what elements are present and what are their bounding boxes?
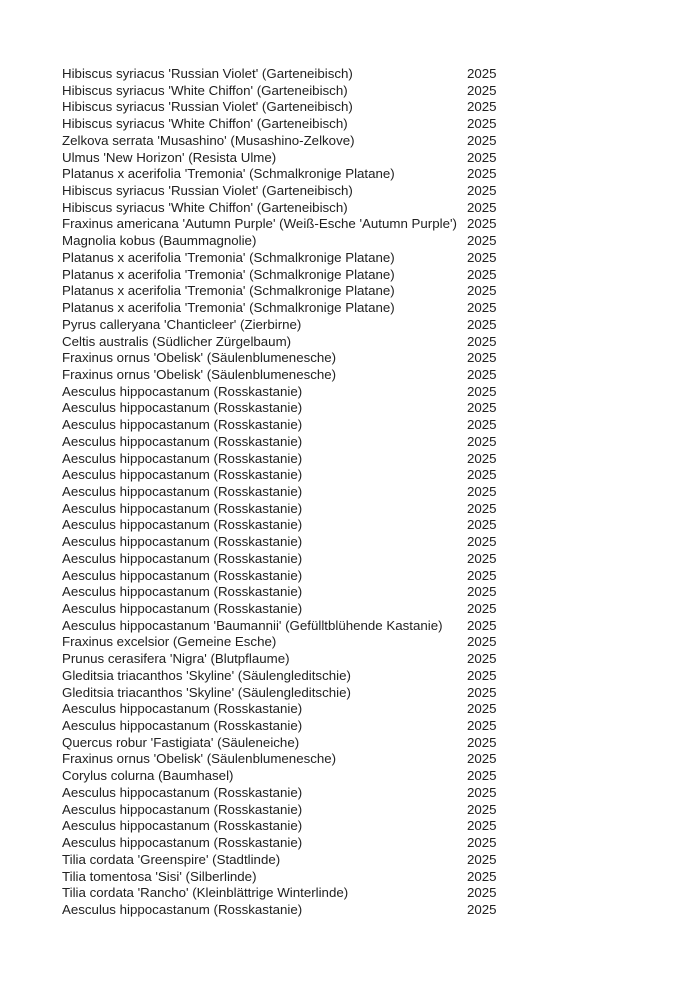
plant-name: Aesculus hippocastanum (Rosskastanie) (62, 383, 303, 399)
plant-name: Gleditsia triacanthos 'Skyline' (Säulengleditschie) (62, 684, 351, 700)
planting-year: 2025 (467, 567, 497, 583)
plant-name: Aesculus hippocastanum (Rosskastanie) (62, 483, 303, 499)
plant-name: Aesculus hippocastanum (Rosskastanie) (62, 417, 303, 433)
plant-list-row (62, 451, 682, 468)
plant-list-row (62, 584, 682, 601)
plant-name: Aesculus hippocastanum (Rosskastanie) (62, 901, 303, 917)
planting-year: 2025 (467, 333, 497, 349)
plant-name: Aesculus hippocastanum (Rosskastanie) (62, 534, 303, 550)
plant-name: Aesculus hippocastanum (Rosskastanie) (62, 835, 303, 851)
planting-year: 2025 (467, 500, 497, 516)
plant-name: Corylus colurna (Baumhasel) (62, 768, 234, 784)
plant-name: Aesculus hippocastanum (Rosskastanie) (62, 601, 303, 616)
plant-name: Hibiscus syriacus 'Russian Violet' (Garteneibisch) (62, 99, 353, 115)
plant-name: Hibiscus syriacus 'Russian Violet' (Garteneibisch) (62, 66, 353, 81)
plant-list-row (62, 434, 682, 451)
plant-name: Tilia cordata 'Rancho' (Kleinblättrige Winterlinde) (62, 885, 349, 901)
plant-list-row (62, 400, 682, 417)
plant-name: Hibiscus syriacus 'White Chiffon' (Garteneibisch) (62, 116, 348, 132)
planting-year: 2025 (467, 901, 497, 917)
plant-list-row (62, 300, 682, 317)
plant-name: Quercus robur 'Fastigiata' (Säuleneiche) (62, 734, 300, 750)
planting-year: 2025 (467, 634, 497, 650)
plant-list-row (62, 233, 682, 250)
plant-name: Fraxinus americana 'Autumn Purple' (Weiß-Esche 'Autumn Purple') (62, 216, 457, 232)
plant-list-row (62, 467, 682, 484)
plant-list-row (62, 200, 682, 217)
plant-name: Aesculus hippocastanum (Rosskastanie) (62, 584, 303, 600)
plant-name: Pyrus calleryana 'Chanticleer' (Zierbirne) (62, 316, 302, 332)
planting-year: 2025 (467, 534, 497, 550)
planting-year: 2025 (467, 283, 497, 299)
plant-list-row (62, 852, 682, 869)
plant-list-row (62, 718, 682, 735)
planting-year: 2025 (467, 383, 497, 399)
planting-year: 2025 (467, 818, 497, 834)
plant-list-row (62, 133, 682, 150)
plant-list-row (62, 116, 682, 133)
planting-year: 2025 (467, 768, 497, 784)
plant-list-row (62, 150, 682, 167)
planting-year: 2025 (467, 66, 497, 81)
plant-list-row (62, 384, 682, 401)
plant-name: Aesculus hippocastanum (Rosskastanie) (62, 517, 303, 533)
plant-list-row (62, 885, 682, 902)
planting-year: 2025 (467, 433, 497, 449)
plant-name: Aesculus hippocastanum (Rosskastanie) (62, 550, 303, 566)
planting-year: 2025 (467, 483, 497, 499)
plant-list-row (62, 551, 682, 568)
plant-list-row (62, 367, 682, 384)
plant-list-row (62, 166, 682, 183)
planting-year: 2025 (467, 868, 497, 884)
plant-name: Fraxinus excelsior (Gemeine Esche) (62, 634, 277, 650)
planting-year: 2025 (467, 467, 497, 483)
plant-name: Magnolia kobus (Baummagnolie) (62, 233, 257, 249)
plant-name: Aesculus hippocastanum (Rosskastanie) (62, 718, 303, 734)
planting-year: 2025 (467, 651, 497, 667)
plant-list-row (62, 735, 682, 752)
plant-list-row (62, 417, 682, 434)
plant-list-row (62, 802, 682, 819)
plant-list-row (62, 534, 682, 551)
planting-year: 2025 (467, 417, 497, 433)
plant-name: Aesculus hippocastanum 'Baumannii' (Gefülltblühende Kastanie) (62, 617, 443, 633)
planting-year: 2025 (467, 851, 497, 867)
planting-year: 2025 (467, 885, 497, 901)
plant-list-row (62, 751, 682, 768)
planting-year: 2025 (467, 734, 497, 750)
plant-list-row (62, 250, 682, 267)
plant-list-row (62, 818, 682, 835)
plant-name: Aesculus hippocastanum (Rosskastanie) (62, 818, 303, 834)
plant-name: Fraxinus ornus 'Obelisk' (Säulenblumenesche) (62, 366, 337, 382)
plant-list-row (62, 568, 682, 585)
plant-list-row (62, 484, 682, 501)
planting-year: 2025 (467, 249, 497, 265)
plant-name: Tilia cordata 'Greenspire' (Stadtlinde) (62, 851, 281, 867)
planting-year: 2025 (467, 601, 497, 616)
plant-list-row (62, 334, 682, 351)
plant-list-row (62, 701, 682, 718)
planting-year: 2025 (467, 835, 497, 851)
planting-year: 2025 (467, 183, 497, 199)
plant-list-row (62, 902, 682, 919)
planting-year: 2025 (467, 99, 497, 115)
plant-name: Aesculus hippocastanum (Rosskastanie) (62, 467, 303, 483)
plant-list-row (62, 317, 682, 334)
plant-name: Fraxinus ornus 'Obelisk' (Säulenblumenesche) (62, 350, 337, 366)
plant-list (62, 66, 682, 919)
planting-year: 2025 (467, 216, 497, 232)
planting-year: 2025 (467, 517, 497, 533)
plant-name: Prunus cerasifera 'Nigra' (Blutpflaume) (62, 651, 290, 667)
plant-name: Platanus x acerifolia 'Tremonia' (Schmalkronige Platane) (62, 300, 395, 316)
planting-year: 2025 (467, 300, 497, 316)
plant-name: Hibiscus syriacus 'White Chiffon' (Garteneibisch) (62, 82, 348, 98)
planting-year: 2025 (467, 166, 497, 182)
plant-list-row (62, 216, 682, 233)
plant-name: Ulmus 'New Horizon' (Resista Ulme) (62, 149, 277, 165)
plant-list-row (62, 601, 682, 618)
plant-list-row (62, 99, 682, 116)
planting-year: 2025 (467, 450, 497, 466)
plant-name: Tilia tomentosa 'Sisi' (Silberlinde) (62, 868, 257, 884)
planting-year: 2025 (467, 82, 497, 98)
planting-year: 2025 (467, 617, 497, 633)
planting-year: 2025 (467, 350, 497, 366)
plant-list-row (62, 651, 682, 668)
plant-list-row (62, 634, 682, 651)
plant-list-row (62, 685, 682, 702)
plant-list-row (62, 83, 682, 100)
plant-list-row (62, 517, 682, 534)
plant-name: Aesculus hippocastanum (Rosskastanie) (62, 450, 303, 466)
planting-year: 2025 (467, 132, 497, 148)
plant-list-row (62, 183, 682, 200)
plant-name: Zelkova serrata 'Musashino' (Musashino-Zelkove) (62, 132, 355, 148)
plant-name: Aesculus hippocastanum (Rosskastanie) (62, 784, 303, 800)
planting-year: 2025 (467, 266, 497, 282)
plant-name: Gleditsia triacanthos 'Skyline' (Säulengleditschie) (62, 667, 351, 683)
plant-list-row (62, 668, 682, 685)
plant-list-row (62, 785, 682, 802)
planting-year: 2025 (467, 584, 497, 600)
plant-name: Aesculus hippocastanum (Rosskastanie) (62, 701, 303, 717)
planting-year: 2025 (467, 116, 497, 132)
plant-list-row (62, 350, 682, 367)
planting-year: 2025 (467, 718, 497, 734)
plant-name: Fraxinus ornus 'Obelisk' (Säulenblumenesche) (62, 751, 337, 767)
planting-year: 2025 (467, 784, 497, 800)
plant-name: Aesculus hippocastanum (Rosskastanie) (62, 400, 303, 416)
planting-year: 2025 (467, 701, 497, 717)
plant-name: Celtis australis (Südlicher Zürgelbaum) (62, 333, 292, 349)
plant-list-row (62, 835, 682, 852)
plant-name: Platanus x acerifolia 'Tremonia' (Schmalkronige Platane) (62, 166, 395, 182)
planting-year: 2025 (467, 684, 497, 700)
plant-name: Hibiscus syriacus 'White Chiffon' (Garteneibisch) (62, 199, 348, 215)
plant-list-row (62, 501, 682, 518)
planting-year: 2025 (467, 667, 497, 683)
planting-year: 2025 (467, 400, 497, 416)
plant-list-row (62, 267, 682, 284)
plant-name: Platanus x acerifolia 'Tremonia' (Schmalkronige Platane) (62, 249, 395, 265)
planting-year: 2025 (467, 751, 497, 767)
plant-name: Aesculus hippocastanum (Rosskastanie) (62, 433, 303, 449)
plant-list-row (62, 66, 682, 83)
plant-name: Platanus x acerifolia 'Tremonia' (Schmalkronige Platane) (62, 266, 395, 282)
planting-year: 2025 (467, 801, 497, 817)
planting-year: 2025 (467, 199, 497, 215)
planting-year: 2025 (467, 366, 497, 382)
plant-list-row (62, 618, 682, 635)
plant-list-row (62, 283, 682, 300)
plant-name: Aesculus hippocastanum (Rosskastanie) (62, 801, 303, 817)
planting-year: 2025 (467, 149, 497, 165)
plant-name: Hibiscus syriacus 'Russian Violet' (Garteneibisch) (62, 183, 353, 199)
plant-list-row (62, 869, 682, 886)
plant-list-row (62, 768, 682, 785)
planting-year: 2025 (467, 550, 497, 566)
planting-year: 2025 (467, 316, 497, 332)
plant-name: Aesculus hippocastanum (Rosskastanie) (62, 567, 303, 583)
planting-year: 2025 (467, 233, 497, 249)
plant-name: Aesculus hippocastanum (Rosskastanie) (62, 500, 303, 516)
plant-name: Platanus x acerifolia 'Tremonia' (Schmalkronige Platane) (62, 283, 395, 299)
